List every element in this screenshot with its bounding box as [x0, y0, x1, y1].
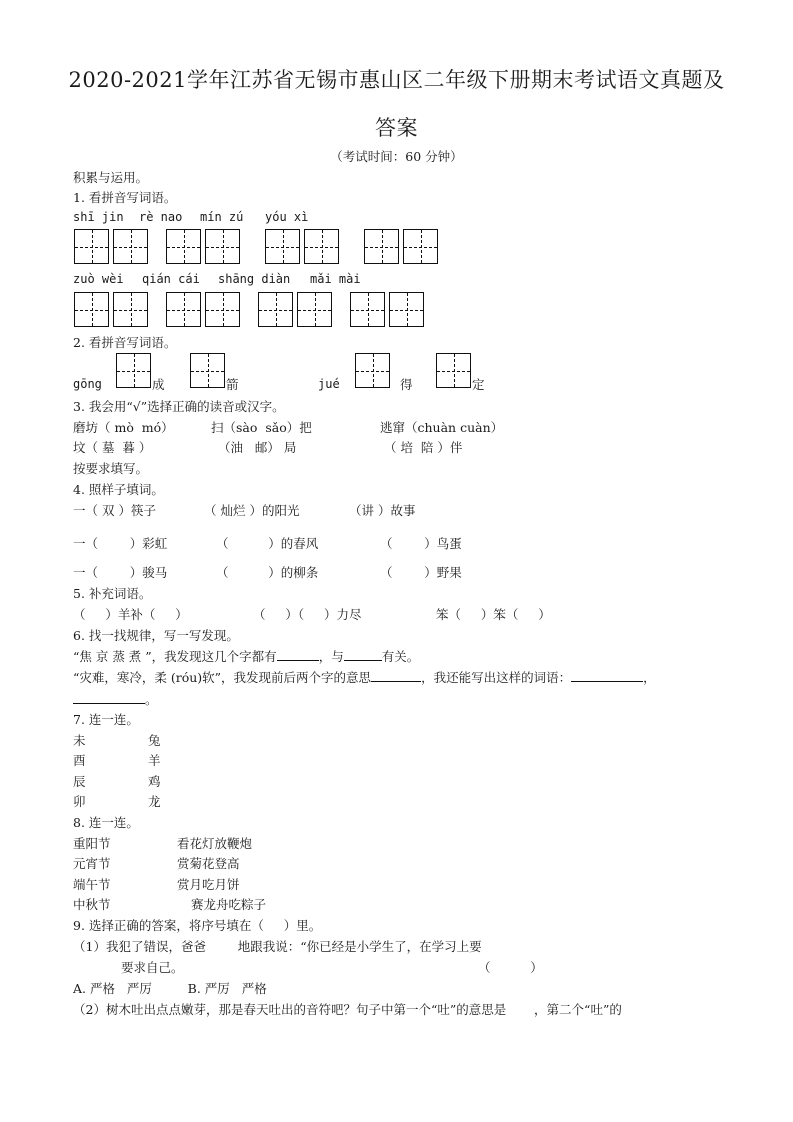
- q8-left-item[interactable]: 元宵节: [73, 856, 111, 871]
- q4-fill-item[interactable]: （ ）野果: [380, 565, 462, 580]
- q4-fill-item[interactable]: （ ）的春风: [216, 536, 319, 551]
- writing-grid-box[interactable]: [389, 292, 424, 327]
- writing-grid-box[interactable]: [74, 292, 109, 327]
- q7-left-item[interactable]: 酉: [73, 753, 86, 768]
- q3-item[interactable]: 扫（sào sǎo）把: [211, 420, 312, 435]
- writing-grid-box[interactable]: [265, 229, 300, 264]
- q2-char-cheng: 成: [152, 377, 165, 392]
- q8-right-item[interactable]: 赏菊花登高: [177, 856, 240, 871]
- q6-line2: [73, 668, 656, 686]
- writing-grid-box[interactable]: [205, 292, 240, 327]
- q8-right-item[interactable]: 看花灯放鞭炮: [177, 836, 253, 851]
- q7-left-item[interactable]: 未: [73, 733, 86, 748]
- q7-label: 7. 连一连。: [73, 712, 139, 727]
- q5-label: 5. 补充词语。: [73, 586, 152, 601]
- q4-example: （讲 ）故事: [349, 503, 416, 518]
- document-title-line1: 2020-2021学年江苏省无锡市惠山区二年级下册期末考试语文真题及: [68, 68, 725, 92]
- q7-right-item[interactable]: 鸡: [148, 774, 161, 789]
- q4-label: 4. 照样子填词。: [73, 482, 164, 497]
- q6-line1: [73, 647, 419, 665]
- fill-blank[interactable]: [277, 648, 319, 661]
- writing-grid-box[interactable]: [166, 292, 201, 327]
- q7-right-item[interactable]: 羊: [148, 753, 161, 768]
- q7-right-item[interactable]: 兔: [148, 733, 161, 748]
- exam-time: （考试时间：60 分钟）: [330, 149, 463, 164]
- q3-item[interactable]: 逃窜（chuàn cuàn）: [380, 420, 504, 435]
- q1-pinyin-4: yóu xì: [265, 210, 309, 224]
- q2-char-ding: 定: [472, 377, 485, 392]
- writing-grid-box[interactable]: [364, 229, 399, 264]
- writing-grid-box[interactable]: [403, 229, 438, 264]
- writing-grid-box[interactable]: [166, 229, 201, 264]
- q5-item[interactable]: （ ）羊补（ ）: [73, 607, 188, 622]
- q5-item[interactable]: （ ）（ ）力尽: [253, 607, 362, 622]
- q6-text: 。: [145, 692, 158, 707]
- q6-label: 6. 找一找规律，写一写发现。: [73, 628, 239, 643]
- fill-blank[interactable]: [344, 648, 382, 661]
- q2-pinyin-gong: gōng: [73, 377, 102, 391]
- writing-grid-box[interactable]: [113, 229, 148, 264]
- q3-item[interactable]: （油 邮） 局: [218, 440, 297, 455]
- writing-grid-box[interactable]: [355, 353, 390, 388]
- q7-left-item[interactable]: 卯: [73, 794, 86, 809]
- fill-blank[interactable]: [571, 669, 643, 682]
- q3-item[interactable]: （ 培 陪 ）伴: [384, 440, 463, 455]
- q6-text: ，与: [318, 649, 344, 664]
- q3-label: 3. 我会用“√”选择正确的读音或汉字。: [73, 399, 285, 414]
- q2-char-de: 得: [400, 377, 413, 392]
- q4-fill-item[interactable]: 一（ ）彩虹: [73, 536, 168, 551]
- fill-blank[interactable]: [73, 691, 145, 704]
- q8-right-item[interactable]: 赏月吃月饼: [177, 877, 240, 892]
- writing-grid-box[interactable]: [113, 292, 148, 327]
- writing-grid-box[interactable]: [350, 292, 385, 327]
- q8-label: 8. 连一连。: [73, 815, 139, 830]
- q1-pinyin-8: mǎi mài: [310, 272, 361, 286]
- section-heading: 积累与运用。: [73, 170, 149, 185]
- q2-label: 2. 看拼音写词语。: [73, 335, 177, 350]
- writing-grid-box[interactable]: [190, 353, 225, 388]
- q1-pinyin-2: rè nao: [139, 210, 183, 224]
- q6-text: “焦 京 蒸 煮 ”，我发现这几个字都有: [73, 649, 277, 664]
- q4-example: （ 灿烂 ）的阳光: [204, 503, 300, 518]
- section2-heading: 按要求填写。: [73, 461, 149, 476]
- q8-left-item[interactable]: 端午节: [73, 877, 111, 892]
- writing-grid-box[interactable]: [74, 229, 109, 264]
- q9-answer-blank[interactable]: （ ）: [478, 960, 543, 975]
- q4-example: 一（ 双 ）筷子: [73, 503, 156, 518]
- q4-fill-item[interactable]: 一（ ）骏马: [73, 565, 168, 580]
- writing-grid-box[interactable]: [258, 292, 293, 327]
- fill-blank[interactable]: [371, 669, 421, 682]
- writing-grid-box[interactable]: [436, 353, 471, 388]
- writing-grid-box[interactable]: [116, 353, 151, 388]
- q1-pinyin-1: shī jin: [73, 210, 124, 224]
- q4-fill-item[interactable]: （ ）鸟蛋: [380, 536, 462, 551]
- writing-grid-box[interactable]: [205, 229, 240, 264]
- q8-right-item[interactable]: 赛龙舟吃粽子: [191, 897, 267, 912]
- writing-grid-box[interactable]: [297, 292, 332, 327]
- document-title-line2: 答案: [375, 116, 418, 140]
- q9-options: A. 严格 严厉 B. 严厉 严格: [73, 981, 267, 996]
- q1-pinyin-7: shāng diàn: [218, 272, 291, 286]
- q1-pinyin-5: zuò wèi: [73, 272, 124, 286]
- q6-line3: [73, 690, 158, 708]
- q5-item[interactable]: 笨（ ）笨（ ）: [436, 607, 551, 622]
- q9-sub1-line1: （1）我犯了错误，爸爸 地跟我说：“你已经是小学生了，在学习上要: [73, 939, 482, 954]
- q6-text: ，: [643, 670, 656, 685]
- q6-text: “灾难，寒冷，柔 (róu)软”，我发现前后两个字的意思: [73, 670, 372, 685]
- q1-label: 1. 看拼音写词语。: [73, 190, 177, 205]
- q3-item[interactable]: 坟（ 墓 暮 ）: [73, 440, 152, 455]
- q3-item[interactable]: 磨坊（ mò mó）: [73, 420, 174, 435]
- q2-char-jian: 箭: [226, 377, 239, 392]
- q9-label: 9. 选择正确的答案，将序号填在（ ）里。: [73, 918, 322, 933]
- q9-sub2-line1: （2）树木吐出点点嫩芽，那是春天吐出的音符吧？句子中第一个“吐”的意思是 ，第二个“吐”的: [73, 1002, 622, 1017]
- q8-left-item[interactable]: 重阳节: [73, 836, 111, 851]
- q6-text: ，我还能写出这样的词语：: [421, 670, 572, 685]
- q4-fill-item[interactable]: （ ）的柳条: [216, 565, 319, 580]
- q8-left-item[interactable]: 中秋节: [73, 897, 111, 912]
- q7-left-item[interactable]: 辰: [73, 774, 86, 789]
- q1-pinyin-3: mín zú: [200, 210, 244, 224]
- q7-right-item[interactable]: 龙: [148, 794, 161, 809]
- q2-pinyin-jue: jué: [318, 377, 340, 391]
- writing-grid-box[interactable]: [304, 229, 339, 264]
- q1-pinyin-6: qián cái: [142, 272, 200, 286]
- q6-text: 有关。: [381, 649, 420, 664]
- q9-sub1-line2: 要求自己。: [121, 960, 184, 975]
